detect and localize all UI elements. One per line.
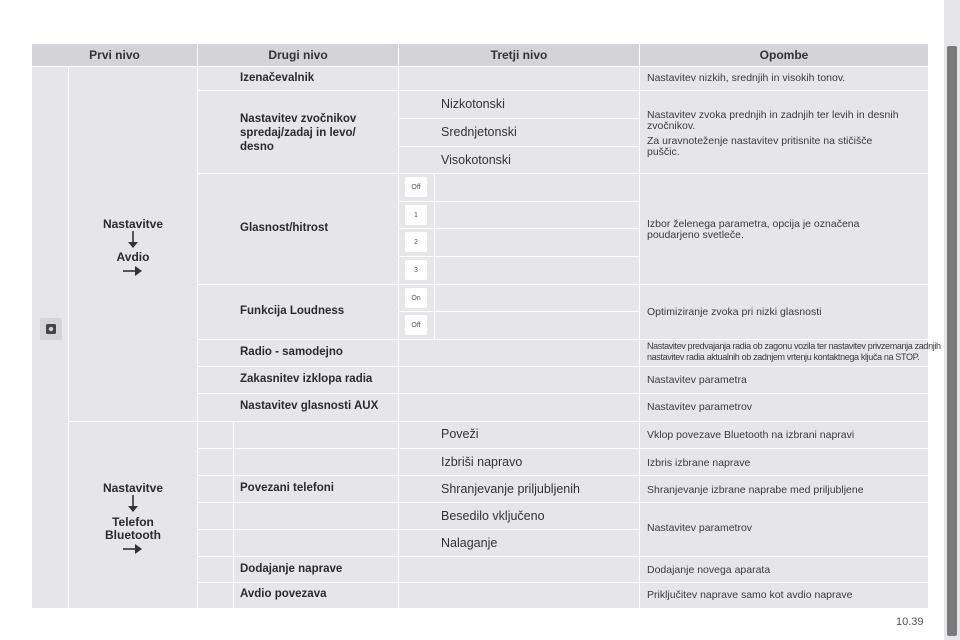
arrow-right-icon bbox=[123, 543, 143, 555]
divider bbox=[639, 44, 640, 608]
note-text-charging: Nastavitev parametrov bbox=[647, 522, 753, 534]
divider bbox=[197, 366, 928, 367]
note-speakers-line4: puščic. bbox=[647, 146, 680, 158]
divider bbox=[197, 475, 928, 476]
note-speakers-line3: Za uravnoteženje nastavitev pritisnite na stičišče bbox=[647, 135, 873, 147]
header-cell-notes: Opombe bbox=[640, 44, 928, 66]
item-radio-auto: Radio - samodejno bbox=[240, 346, 343, 358]
level1-audio-label: Avdio bbox=[116, 250, 150, 264]
option-badge-3: 3 bbox=[405, 260, 427, 280]
divider bbox=[398, 228, 639, 229]
level1-settings-phone-title: Nastavitve bbox=[102, 481, 164, 495]
note-aux-volume: Nastavitev parametrov bbox=[647, 401, 753, 413]
item-speaker-settings-line2: spredaj/zadaj in levo/ bbox=[240, 127, 356, 139]
note-loudness: Optimiziranje zvoka pri nizki glasnosti bbox=[647, 306, 822, 318]
divider bbox=[197, 90, 928, 91]
item-speaker-settings-line1: Nastavitev zvočnikov bbox=[240, 113, 357, 125]
header-cell-second-level: Drugi nivo bbox=[198, 44, 398, 66]
note-equalizer: Nastavitev nizkih, srednjih in visokih tonov. bbox=[647, 72, 846, 84]
option-high-tone: Visokotonski bbox=[441, 153, 511, 167]
arrow-down-icon bbox=[126, 231, 140, 249]
page-number: 10.39 bbox=[896, 616, 924, 628]
option-badge-off: Off bbox=[405, 315, 427, 335]
divider bbox=[197, 502, 928, 503]
scrollbar-thumb[interactable] bbox=[947, 46, 957, 636]
divider bbox=[398, 146, 639, 147]
note-delete-device: Izbris izbrane naprave bbox=[647, 457, 751, 469]
level1-phone-label: Telefon bbox=[112, 515, 154, 529]
level1-settings-audio-title: Nastavitve bbox=[102, 217, 164, 231]
option-connect: Poveži bbox=[441, 427, 479, 441]
item-speaker-settings-line3: desno bbox=[240, 141, 274, 153]
divider bbox=[197, 529, 639, 530]
item-equalizer: Izenačevalnik bbox=[240, 72, 315, 84]
divider bbox=[197, 582, 928, 583]
note-volume-line1: Izbor želenega parametra, opcija je označena bbox=[647, 218, 860, 230]
level1-bluetooth-label: Bluetooth bbox=[105, 528, 161, 542]
option-save-favorites: Shranjevanje priljubljenih bbox=[441, 482, 580, 496]
option-text-enabled: Besedilo vključeno bbox=[441, 509, 545, 523]
note-speakers-line1: Nastavitev zvoka prednjih in zadnjih ter levih in desnih bbox=[647, 109, 899, 121]
divider bbox=[68, 421, 928, 422]
divider bbox=[197, 448, 928, 449]
divider bbox=[398, 44, 399, 608]
option-badge-on: On bbox=[405, 288, 427, 308]
option-low-tone: Nizkotonski bbox=[441, 97, 505, 111]
divider bbox=[197, 173, 928, 174]
option-charging: Nalaganje bbox=[441, 536, 498, 550]
option-badge-1: 1 bbox=[405, 205, 427, 225]
settings-icon bbox=[40, 318, 62, 340]
divider bbox=[32, 66, 928, 67]
note-radio-auto-line2: nastavitev radia aktualnih ob zadnjem vrtenju kontaktnega ključa na STOP. bbox=[647, 352, 920, 362]
divider bbox=[233, 421, 234, 608]
item-audio-link: Avdio povezava bbox=[240, 588, 327, 600]
divider bbox=[398, 201, 639, 202]
item-radio-off-delay: Zakasnitev izklopa radia bbox=[240, 373, 373, 385]
note-add-device: Dodajanje novega aparata bbox=[647, 564, 771, 576]
divider bbox=[398, 311, 639, 312]
divider bbox=[398, 256, 639, 257]
divider bbox=[197, 393, 928, 394]
arrow-down-icon bbox=[126, 495, 140, 513]
note-save-favorites: Shranjevanje izbrane naprabe med priljubljene bbox=[647, 484, 864, 496]
divider bbox=[68, 66, 69, 608]
arrow-right-icon bbox=[123, 265, 143, 277]
option-mid-tone: Srednjetonski bbox=[441, 125, 517, 139]
item-volume-speed: Glasnost/hitrost bbox=[240, 222, 329, 234]
note-volume-line2: poudarjeno svetleče. bbox=[647, 229, 744, 241]
item-aux-volume: Nastavitev glasnosti AUX bbox=[240, 400, 379, 412]
item-connected-phones: Povezani telefoni bbox=[240, 482, 334, 494]
note-connect: Vklop povezave Bluetooth na izbrani napravi bbox=[647, 429, 855, 441]
option-badge-off: Off bbox=[405, 177, 427, 197]
note-audio-link: Priključitev naprave samo kot avdio naprave bbox=[647, 589, 853, 601]
divider bbox=[398, 118, 639, 119]
option-delete-device: Izbriši napravo bbox=[441, 455, 523, 469]
item-loudness: Funkcija Loudness bbox=[240, 305, 345, 317]
divider bbox=[197, 339, 928, 340]
header-cell-third-level: Tretji nivo bbox=[399, 44, 639, 66]
note-radio-off-delay: Nastavitev parametra bbox=[647, 374, 747, 386]
note-radio-auto-line1: Nastavitev predvajanja radia ob zagonu vozila ter nastavitev privzemanja zadnjih bbox=[647, 341, 941, 351]
divider bbox=[197, 44, 198, 608]
item-add-device: Dodajanje naprave bbox=[240, 563, 343, 575]
option-badge-2: 2 bbox=[405, 232, 427, 252]
divider bbox=[197, 556, 928, 557]
note-speakers-line2: zvočnikov. bbox=[647, 120, 696, 132]
header-cell-first-level: Prvi nivo bbox=[32, 44, 197, 66]
divider bbox=[197, 284, 928, 285]
scrollbar-track[interactable] bbox=[944, 0, 960, 640]
